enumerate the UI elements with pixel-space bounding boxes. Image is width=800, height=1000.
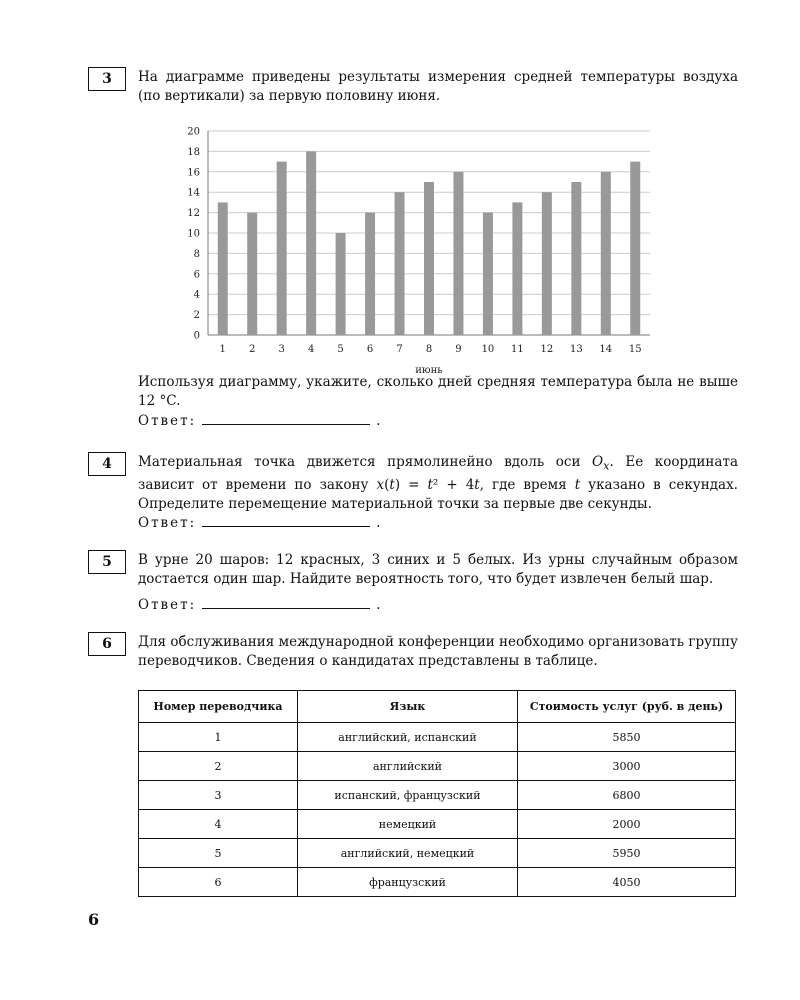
question-3-text: На диаграмме приведены результаты измерения средней температуры воздуха (по вертикали) за первую половину июня.	[138, 69, 738, 104]
translators-table	[138, 690, 736, 897]
bar	[424, 182, 434, 335]
page-number: 6	[88, 910, 100, 929]
question-5-text: В урне 20 шаров: 12 красных, 3 синих и 5 белых. Из урны случайным образом достается один шар. Найдите вероятность того, что будет извлечен белый шар.	[138, 552, 738, 587]
x-tick-label: 7	[396, 344, 403, 355]
answer-label: Ответ:	[138, 515, 197, 531]
answer-5: Ответ: .	[138, 597, 383, 613]
question-number-6: 6	[88, 632, 126, 656]
header-language: Язык	[298, 691, 518, 723]
table-cell: 6800	[518, 781, 736, 810]
header-number: Номер переводчика	[139, 691, 298, 723]
table-cell: 1	[139, 723, 298, 752]
question-4-text: Материальная точка движется прямолинейно вдоль оси $O_x$. Ее координата зависит от времени по закону x(t) = t² + 4t, где время t указано в секундах. Определите перемещение материальной точки за первые две секунды.	[138, 454, 738, 512]
x-tick-label: 1	[219, 344, 226, 355]
question-number-4: 4	[88, 452, 126, 476]
table-cell: 3	[139, 781, 298, 810]
temperature-chart	[170, 120, 670, 380]
answer-field[interactable]	[202, 596, 370, 609]
bar	[601, 172, 611, 335]
answer-field[interactable]	[202, 514, 370, 527]
bar	[336, 233, 346, 335]
x-tick-label: 5	[337, 344, 344, 355]
table-row	[139, 723, 736, 752]
bar	[542, 192, 552, 335]
bar	[365, 213, 375, 335]
table-row	[139, 868, 736, 897]
x-tick-label: 15	[628, 344, 642, 355]
bar	[277, 162, 287, 335]
bar	[395, 192, 405, 335]
answer-label: Ответ:	[138, 597, 197, 613]
y-tick-label: 14	[187, 187, 200, 199]
table-cell: английский, немецкий	[298, 839, 518, 868]
x-tick-label: 8	[425, 344, 433, 355]
table-cell: испанский, французский	[298, 781, 518, 810]
table-cell: 2000	[518, 810, 736, 839]
table-cell: французский	[298, 868, 518, 897]
x-tick-label: 11	[511, 344, 524, 355]
table-cell: 5	[139, 839, 298, 868]
table-row	[139, 781, 736, 810]
x-tick-label: 2	[249, 344, 256, 355]
table-cell: английский	[298, 752, 518, 781]
x-tick-label: 4	[307, 344, 315, 355]
y-tick-label: 16	[187, 167, 200, 179]
bar	[630, 162, 640, 335]
question-number-5: 5	[88, 550, 126, 574]
x-tick-label: 10	[481, 344, 495, 355]
bar	[306, 151, 316, 335]
y-tick-label: 18	[187, 146, 200, 158]
bar	[571, 182, 581, 335]
table-cell: 4	[139, 810, 298, 839]
y-tick-label: 2	[193, 310, 200, 322]
table-cell: немецкий	[298, 810, 518, 839]
answer-3: Ответ: .	[138, 413, 383, 429]
bar	[218, 202, 228, 335]
table-cell: 4050	[518, 868, 736, 897]
table-cell: 3000	[518, 752, 736, 781]
x-axis-label: июнь	[415, 365, 443, 376]
question-number-3: 3	[88, 67, 126, 91]
table-row	[139, 752, 736, 781]
bar	[453, 172, 463, 335]
y-tick-label: 8	[193, 248, 200, 260]
answer-label: Ответ:	[138, 413, 197, 429]
x-tick-label: 13	[569, 344, 583, 355]
x-tick-label: 12	[540, 344, 554, 355]
y-tick-label: 6	[193, 269, 200, 281]
table-cell: 5850	[518, 723, 736, 752]
bar	[483, 213, 493, 335]
y-tick-label: 12	[187, 208, 200, 220]
table-cell: 2	[139, 752, 298, 781]
x-tick-label: 6	[366, 344, 374, 355]
x-tick-label: 3	[278, 344, 285, 355]
y-tick-label: 20	[187, 126, 200, 138]
table-row	[139, 839, 736, 868]
x-tick-label: 9	[455, 344, 462, 355]
question-3-prompt: Используя диаграмму, укажите, сколько дней средняя температура была не выше 12 °C.	[138, 374, 738, 409]
y-tick-label: 4	[193, 289, 200, 301]
y-tick-label: 0	[193, 330, 200, 342]
x-tick-label: 14	[599, 344, 613, 355]
table-cell: 5950	[518, 839, 736, 868]
answer-4: Ответ: .	[138, 515, 383, 531]
table-cell: английский, испанский	[298, 723, 518, 752]
header-cost: Стоимость услуг (руб. в день)	[518, 691, 736, 723]
answer-field[interactable]	[202, 412, 370, 425]
y-tick-label: 10	[187, 228, 200, 240]
table-cell: 6	[139, 868, 298, 897]
table-row	[139, 810, 736, 839]
bar	[247, 213, 257, 335]
bar	[512, 202, 522, 335]
question-6-text: Для обслуживания международной конференции необходимо организовать группу переводчиков. Сведения о кандидатах представлены в таблице.	[138, 634, 738, 669]
